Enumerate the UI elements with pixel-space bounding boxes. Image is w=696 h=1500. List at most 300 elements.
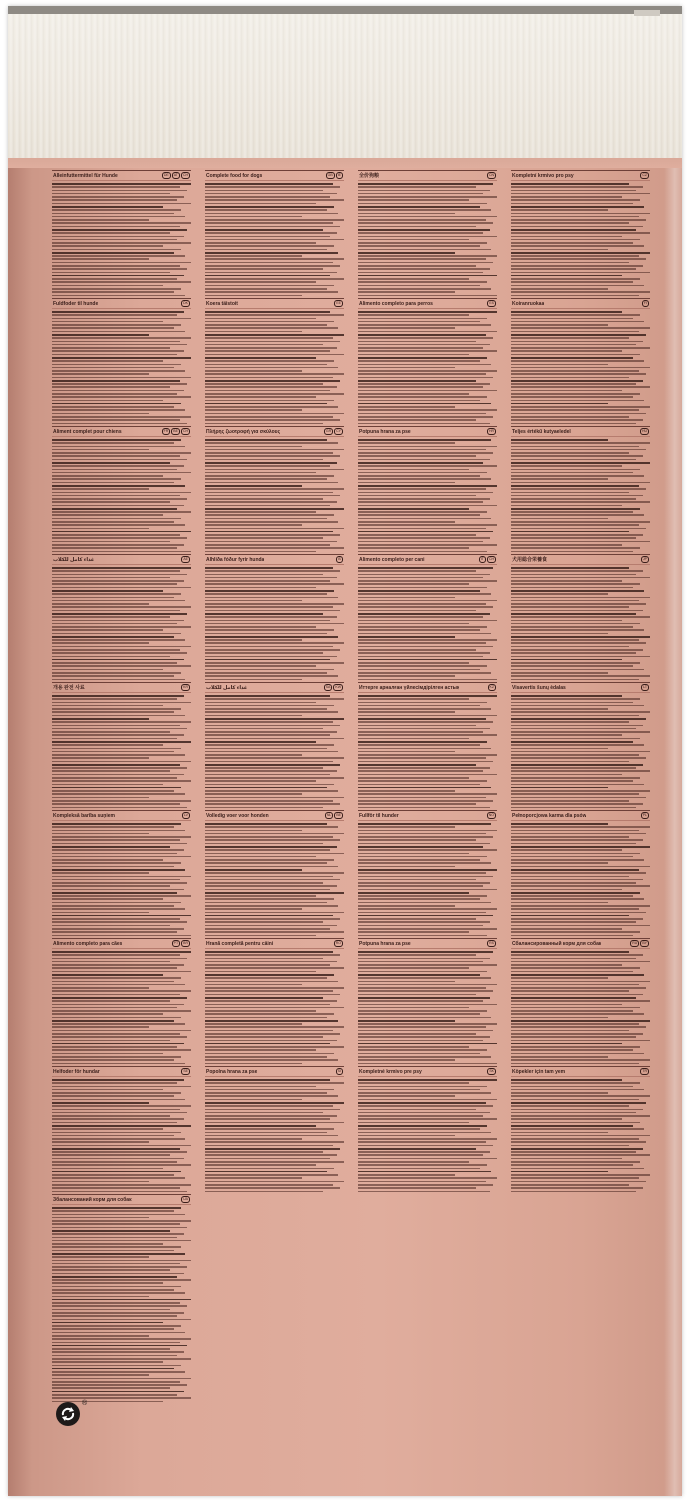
text-line: [511, 1056, 608, 1058]
text-line: [358, 843, 490, 845]
text-line: [358, 386, 483, 388]
text-line: [52, 272, 170, 274]
text-line: [511, 449, 646, 451]
text-line: [52, 1161, 177, 1163]
text-line: [511, 1132, 608, 1134]
text-line: [358, 1079, 497, 1081]
label-panel: [205, 810, 344, 954]
panel-title: 犬用総合栄養食: [512, 556, 548, 563]
text-line: [358, 209, 491, 211]
text-line: [511, 551, 633, 553]
panel-title: Alleinfuttermittel für Hunde: [53, 172, 118, 179]
text-line: [52, 990, 191, 992]
text-line: [52, 636, 174, 638]
text-line: [358, 672, 491, 674]
text-line: [52, 416, 191, 418]
text-line: [52, 439, 181, 441]
text-line: [205, 1056, 327, 1058]
text-line: [358, 662, 469, 664]
text-line: [205, 639, 302, 641]
text-line: [205, 583, 344, 585]
country-codes: [641, 556, 649, 563]
text-line: [358, 252, 455, 254]
text-line: [358, 718, 486, 720]
text-line: [205, 708, 327, 710]
panel-header: [511, 1066, 650, 1077]
text-line: [205, 262, 333, 264]
text-line: [511, 1171, 608, 1173]
text-line: [358, 314, 469, 316]
text-line: [358, 856, 487, 858]
text-line: [52, 951, 191, 953]
text-line: [205, 695, 330, 697]
fine-print-text: [358, 567, 497, 680]
text-line: [511, 570, 643, 572]
text-line: [52, 583, 177, 585]
text-line: [205, 882, 323, 884]
text-line: [511, 770, 650, 772]
text-line: [358, 1043, 497, 1045]
text-line: [358, 327, 455, 329]
text-line: [52, 823, 181, 825]
text-line: [358, 1141, 486, 1143]
text-line: [52, 1328, 174, 1330]
text-line: [358, 1115, 483, 1117]
text-line: [358, 1020, 455, 1022]
text-line: [358, 1053, 480, 1055]
text-line: [52, 1010, 191, 1012]
text-line: [205, 823, 327, 825]
country-codes: [487, 428, 496, 435]
text-line: [205, 331, 302, 333]
text-line: [52, 419, 180, 421]
text-line: [358, 705, 480, 707]
text-line: [511, 921, 636, 923]
text-line: [511, 1020, 650, 1022]
text-line: [358, 1122, 469, 1124]
text-line: [511, 994, 643, 996]
text-line: [205, 859, 334, 861]
country-code-badge: NL: [326, 813, 332, 817]
text-line: [358, 797, 486, 799]
text-line: [52, 1253, 185, 1255]
text-line: [205, 511, 316, 513]
text-line: [205, 1132, 327, 1134]
text-line: [511, 764, 643, 766]
text-line: [52, 748, 181, 750]
recycle-icon: [56, 1402, 80, 1426]
panel-title: Köpekler için tam yem: [512, 1068, 566, 1075]
text-line: [52, 528, 149, 530]
text-line: [358, 459, 490, 461]
text-line: [358, 741, 487, 743]
text-line: [205, 675, 338, 677]
text-line: [358, 967, 469, 969]
text-line: [52, 324, 181, 326]
text-line: [52, 833, 149, 835]
text-line: [511, 406, 650, 408]
label-panel: [358, 298, 497, 442]
text-line: [52, 1191, 187, 1193]
text-line: [511, 767, 636, 769]
label-panel: [358, 938, 497, 1082]
text-line: [205, 327, 338, 329]
text-line: [511, 1010, 633, 1012]
text-line: [358, 285, 480, 287]
text-line: [52, 797, 149, 799]
text-line: [52, 1092, 181, 1094]
panel-title: Πλήρης ζωοτροφή για σκύλους: [206, 428, 281, 435]
text-line: [52, 1043, 184, 1045]
label-panel: [511, 938, 650, 1082]
text-line: [358, 994, 476, 996]
text-line: [205, 793, 302, 795]
text-line: [52, 879, 180, 881]
text-line: [358, 403, 491, 405]
text-line: [358, 452, 493, 454]
text-line: [52, 1056, 181, 1058]
text-line: [205, 1030, 333, 1032]
text-line: [511, 1000, 650, 1002]
text-line: [205, 236, 330, 238]
country-codes: [162, 428, 190, 435]
text-line: [205, 501, 337, 503]
text-line: [358, 1125, 487, 1127]
text-line: [205, 748, 327, 750]
text-line: [511, 1135, 650, 1137]
text-line: [358, 531, 493, 533]
fine-print-text: [511, 823, 650, 936]
text-line: [205, 213, 338, 215]
text-line: [205, 462, 337, 464]
text-line: [511, 508, 640, 510]
text-line: [205, 925, 337, 927]
text-line: [358, 954, 476, 956]
text-line: [205, 876, 333, 878]
text-line: [205, 1086, 316, 1088]
text-line: [52, 987, 149, 989]
text-line: [52, 239, 177, 241]
text-line: [205, 705, 334, 707]
text-line: [52, 1220, 191, 1222]
fine-print-text: [52, 439, 191, 552]
text-line: [358, 751, 455, 753]
text-line: [358, 203, 487, 205]
text-line: [511, 856, 633, 858]
text-line: [205, 951, 333, 953]
fine-print-text: [205, 567, 344, 680]
text-line: [52, 347, 170, 349]
text-line: [52, 258, 149, 260]
text-line: [52, 764, 180, 766]
text-line: [358, 859, 480, 861]
country-code-badge: BR: [183, 941, 188, 945]
text-line: [52, 245, 163, 247]
label-panel: [205, 938, 344, 1082]
text-line: [358, 738, 469, 740]
text-line: [205, 1102, 344, 1104]
text-line: [358, 770, 483, 772]
text-line: [205, 633, 327, 635]
panel-title: Alimento completo per cani: [359, 556, 425, 563]
text-line: [205, 774, 330, 776]
text-line: [511, 492, 629, 494]
text-line: [52, 449, 149, 451]
text-line: [358, 1095, 455, 1097]
text-line: [358, 882, 490, 884]
text-line: [205, 567, 333, 569]
text-line: [52, 1266, 187, 1268]
text-line: [205, 652, 323, 654]
text-line: [52, 731, 170, 733]
fine-print-text: [511, 951, 650, 1064]
text-line: [52, 1082, 177, 1084]
fine-print-text: [511, 1079, 650, 1192]
country-codes: [162, 172, 190, 179]
text-line: [205, 186, 340, 188]
seal-edge: [8, 6, 682, 14]
text-line: [52, 1276, 177, 1278]
text-line: [358, 606, 493, 608]
text-line: [52, 659, 184, 661]
country-code-badge: SK: [489, 1069, 494, 1073]
panel-title: غذاء كامل للكلاب: [53, 556, 95, 563]
text-line: [52, 1059, 174, 1061]
text-line: [511, 465, 622, 467]
text-line: [511, 738, 640, 740]
text-line: [205, 370, 302, 372]
text-line: [52, 278, 177, 280]
text-line: [205, 833, 344, 835]
text-line: [511, 1040, 650, 1042]
text-line: [205, 836, 333, 838]
text-line: [205, 797, 344, 799]
text-line: [52, 593, 181, 595]
label-panel: [52, 1194, 191, 1434]
text-line: [511, 869, 639, 871]
country-code-badge: GB: [327, 173, 333, 177]
text-line: [52, 662, 177, 664]
text-line: [511, 288, 608, 290]
text-line: [358, 652, 490, 654]
text-line: [205, 439, 327, 441]
text-line: [205, 521, 338, 523]
fine-print-text: [358, 951, 497, 1064]
text-line: [52, 390, 184, 392]
text-line: [511, 593, 608, 595]
text-line: [205, 206, 334, 208]
text-line: [52, 1122, 177, 1124]
text-line: [205, 193, 337, 195]
text-line: [52, 370, 185, 372]
text-line: [52, 577, 170, 579]
text-line: [205, 656, 337, 658]
panel-header: [52, 554, 191, 565]
text-line: [52, 925, 170, 927]
text-line: [358, 514, 480, 516]
text-line: [52, 485, 185, 487]
text-line: [358, 377, 493, 379]
text-line: [205, 216, 302, 218]
text-line: [205, 465, 330, 467]
panel-title: 全价狗粮: [359, 172, 380, 179]
text-line: [511, 367, 650, 369]
text-line: [511, 524, 639, 526]
text-line: [205, 452, 333, 454]
text-line: [511, 905, 650, 907]
text-line: [52, 856, 191, 858]
text-line: [511, 846, 650, 848]
panel-title: Alimento completo para cães: [53, 940, 123, 947]
text-line: [52, 331, 185, 333]
text-line: [358, 364, 491, 366]
text-line: [52, 698, 177, 700]
text-line: [511, 268, 636, 270]
text-line: [52, 1207, 181, 1209]
text-line: [205, 475, 334, 477]
text-line: [511, 912, 646, 914]
text-line: [205, 853, 344, 855]
country-codes: [640, 428, 649, 435]
text-line: [205, 1013, 334, 1015]
text-line: [205, 1105, 333, 1107]
text-line: [358, 987, 486, 989]
text-line: [205, 757, 344, 759]
text-line: [52, 1033, 180, 1035]
text-line: [511, 255, 639, 257]
text-line: [358, 610, 476, 612]
text-line: [52, 281, 191, 283]
text-line: [358, 216, 497, 218]
text-line: [52, 462, 170, 464]
text-line: [511, 1191, 636, 1193]
text-line: [358, 695, 497, 697]
text-line: [52, 1007, 177, 1009]
text-line: [358, 1010, 487, 1012]
bag-top-seal: [8, 6, 682, 158]
text-line: [511, 626, 633, 628]
seal-notch: [634, 10, 660, 16]
text-line: [52, 1355, 177, 1357]
text-line: [52, 1109, 180, 1111]
text-line: [205, 1138, 302, 1140]
text-line: [511, 698, 640, 700]
text-line: [205, 659, 330, 661]
text-line: [511, 1125, 633, 1127]
panel-title: Fuldfoder til hunde: [53, 300, 99, 307]
text-line: [511, 977, 608, 979]
text-line: [511, 984, 639, 986]
text-line: [205, 541, 337, 543]
text-line: [358, 1154, 483, 1156]
label-panel: [358, 426, 497, 570]
text-line: [52, 1378, 191, 1380]
text-line: [511, 344, 636, 346]
text-line: [52, 606, 191, 608]
panel-title: Kompletní krmivo pro psy: [512, 172, 574, 179]
text-line: [511, 482, 650, 484]
text-line: [52, 380, 180, 382]
text-line: [511, 1026, 646, 1028]
text-line: [358, 728, 490, 730]
text-line: [358, 774, 497, 776]
text-line: [511, 662, 640, 664]
text-line: [358, 1164, 487, 1166]
text-line: [52, 675, 174, 677]
text-line: [52, 495, 180, 497]
panel-header: [205, 810, 344, 821]
text-line: [358, 1177, 497, 1179]
text-line: [205, 534, 340, 536]
text-line: [52, 1158, 184, 1160]
fine-print-text: [52, 1079, 191, 1192]
text-line: [358, 485, 497, 487]
text-line: [358, 524, 497, 526]
text-line: [52, 531, 191, 533]
panel-header: [358, 170, 497, 181]
fine-print-text: [205, 695, 344, 808]
text-line: [358, 935, 487, 937]
text-line: [52, 377, 191, 379]
text-line: [358, 764, 476, 766]
text-line: [358, 708, 491, 710]
text-line: [52, 649, 180, 651]
text-line: [205, 597, 338, 599]
text-line: [52, 892, 177, 894]
text-line: [358, 977, 491, 979]
text-line: [52, 895, 191, 897]
text-line: [52, 1154, 170, 1156]
text-line: [52, 262, 191, 264]
text-line: [52, 567, 191, 569]
text-line: [511, 606, 629, 608]
text-line: [358, 1109, 476, 1111]
text-line: [52, 623, 177, 625]
text-line: [52, 787, 181, 789]
text-line: [52, 1342, 180, 1344]
country-code-badge: CN: [488, 173, 494, 177]
text-line: [358, 656, 483, 658]
text-line: [205, 377, 333, 379]
text-line: [205, 1063, 302, 1065]
text-line: [511, 669, 644, 671]
text-line: [52, 291, 174, 293]
text-line: [511, 577, 650, 579]
text-line: [511, 498, 636, 500]
text-line: [205, 1000, 337, 1002]
text-line: [52, 1243, 163, 1245]
text-line: [511, 1095, 650, 1097]
text-line: [52, 1086, 191, 1088]
text-line: [511, 383, 636, 385]
text-line: [205, 1181, 344, 1183]
text-line: [358, 669, 480, 671]
text-line: [205, 623, 344, 625]
text-line: [511, 590, 644, 592]
text-line: [205, 718, 344, 720]
text-line: [511, 1118, 622, 1120]
country-code-badge: KR: [183, 685, 188, 689]
text-line: [52, 1233, 184, 1235]
label-panel: [205, 682, 344, 826]
text-line: [511, 1184, 629, 1186]
text-line: [358, 373, 486, 375]
text-line: [205, 324, 327, 326]
text-line: [511, 574, 636, 576]
label-panel: [358, 170, 497, 314]
text-line: [511, 987, 646, 989]
text-line: [205, 646, 333, 648]
